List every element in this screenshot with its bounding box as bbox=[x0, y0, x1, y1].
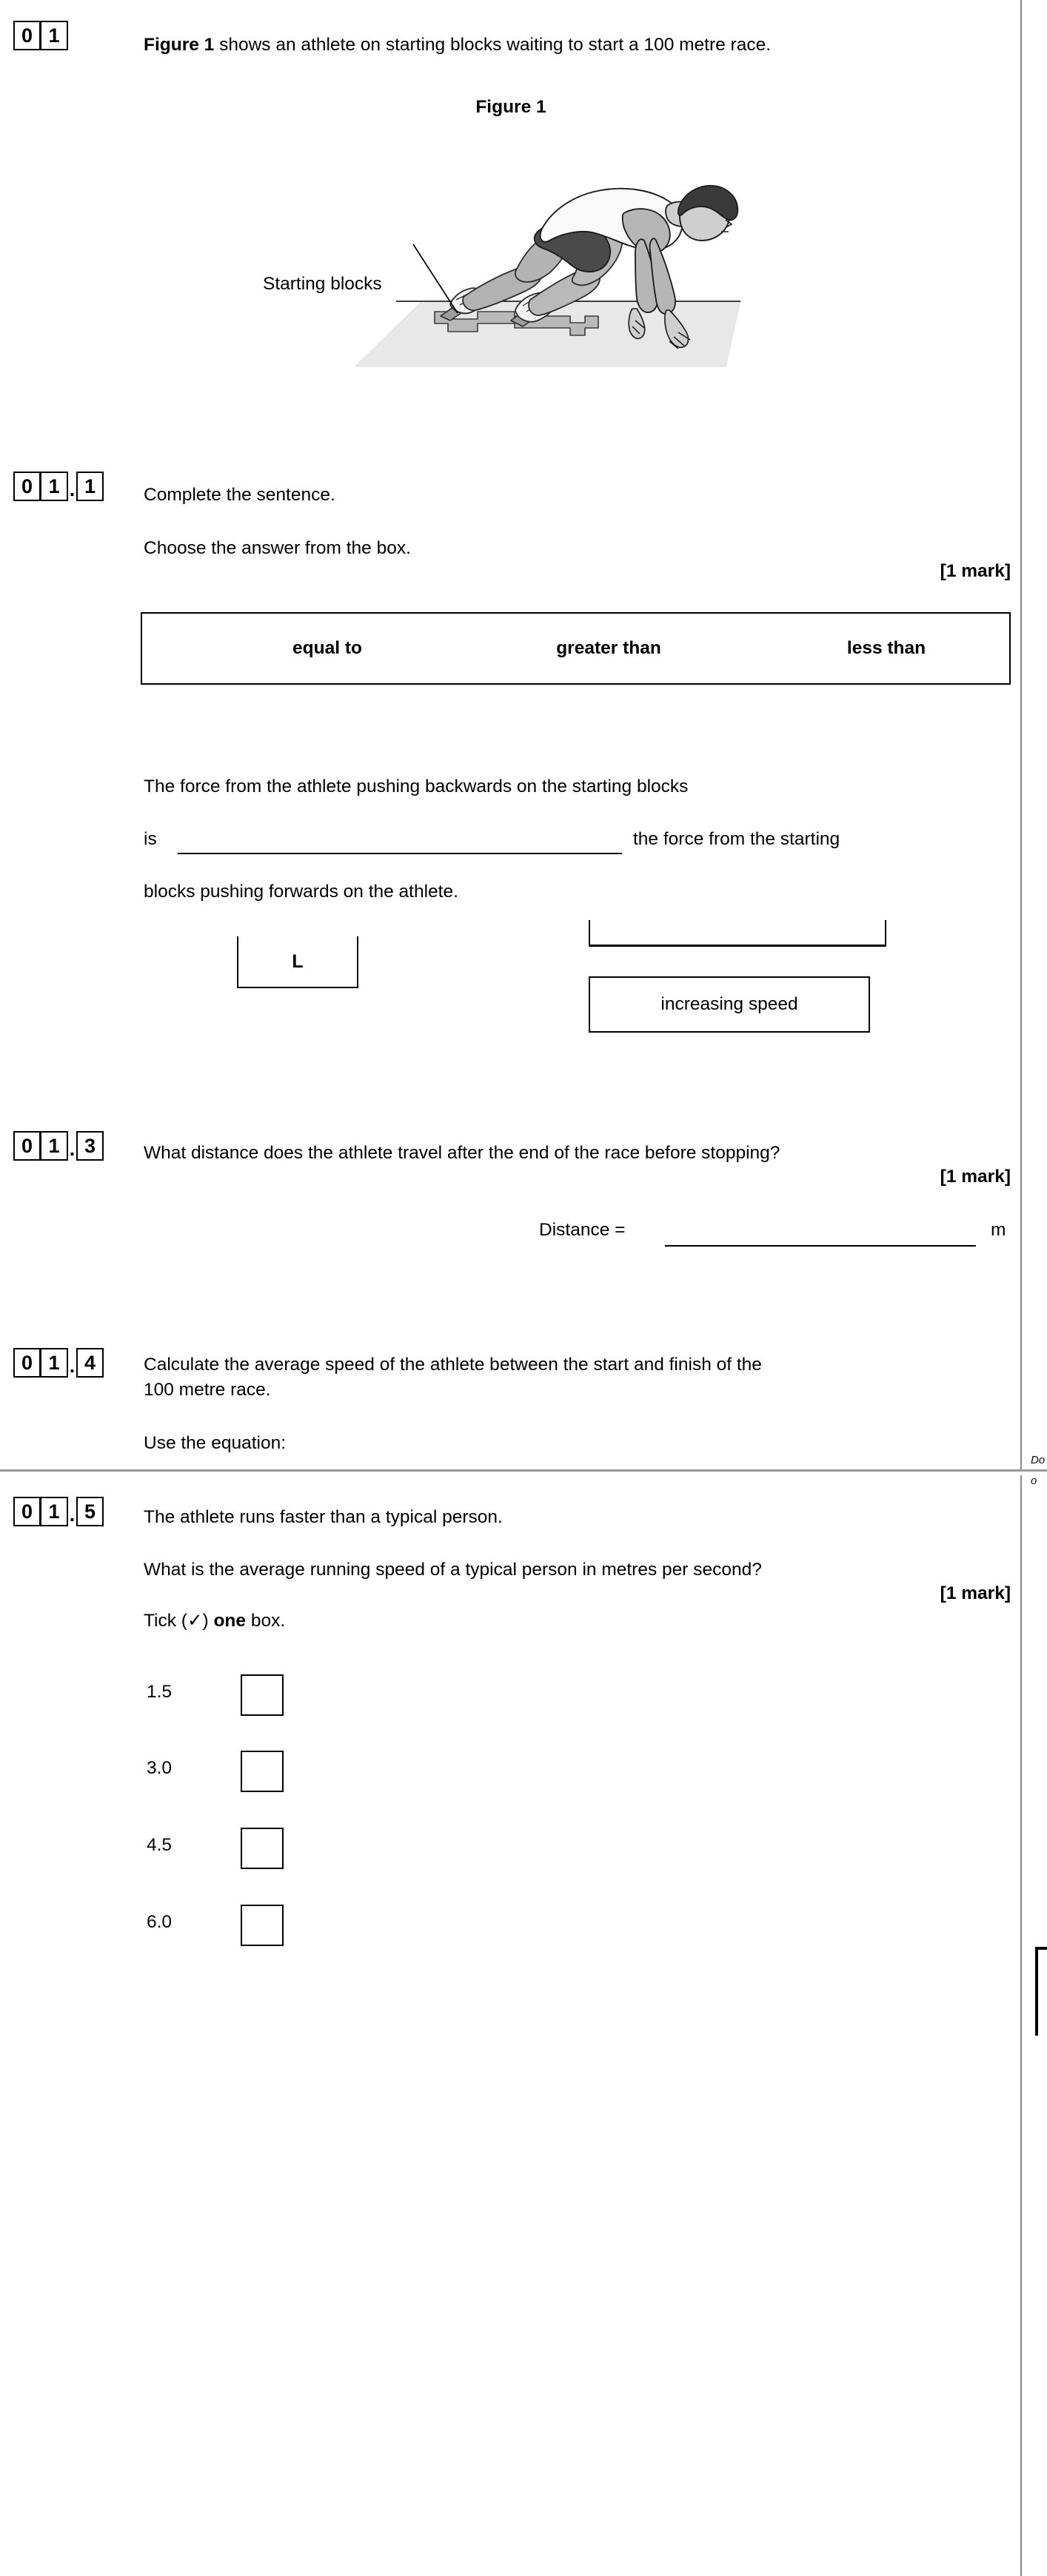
question-01-5-line-1: The athlete runs faster than a typical person. bbox=[144, 1507, 503, 1527]
tick-instruction-pre: Tick ( bbox=[144, 1611, 187, 1631]
qnum-sub-digit: 4 bbox=[76, 1348, 104, 1378]
option-less-than[interactable]: less than bbox=[846, 638, 926, 658]
tick-instruction bbox=[144, 1609, 285, 1634]
answer-options-box bbox=[141, 612, 1011, 685]
qnum-digit: 0 bbox=[13, 1131, 41, 1161]
tick-option-checkbox-2[interactable] bbox=[241, 1751, 284, 1792]
question-number-01-1 bbox=[13, 472, 104, 501]
question-number-01-4 bbox=[13, 1348, 104, 1378]
tick-option-checkbox-4[interactable] bbox=[241, 1905, 284, 1946]
qnum-sub-digit: 5 bbox=[76, 1497, 104, 1526]
qnum-digit: 1 bbox=[41, 1348, 68, 1378]
sentence-line-1: The force from the athlete pushing backwards on the starting blocks bbox=[144, 777, 689, 796]
question-01-3-text: What distance does the athlete travel after the end of the race before stopping? bbox=[144, 1143, 780, 1163]
question-01-1-instruction-1: Complete the sentence. bbox=[144, 485, 335, 505]
figure-1-illustration bbox=[326, 152, 785, 381]
option-equal-to[interactable]: equal to bbox=[292, 638, 362, 658]
option-greater-than[interactable]: greater than bbox=[556, 638, 661, 658]
margin-note-line-2: o bbox=[1031, 1475, 1037, 1487]
tick-instruction-bold: one bbox=[213, 1611, 247, 1631]
question-01-4-line-3: Use the equation: bbox=[144, 1433, 287, 1453]
question-01-4-line-2: 100 metre race. bbox=[144, 1380, 271, 1400]
qnum-dot: . bbox=[69, 1138, 76, 1160]
question-01-3-marks: [1 mark] bbox=[940, 1167, 1011, 1187]
page-margin-rule bbox=[1020, 0, 1022, 1471]
question-01-stem-rest: shows an athlete on starting blocks waiting to start a 100 metre race. bbox=[214, 35, 772, 55]
figure-1-caption: Figure 1 bbox=[475, 97, 546, 117]
tick-option-checkbox-1[interactable] bbox=[241, 1674, 284, 1716]
question-number-01-5 bbox=[13, 1497, 104, 1526]
question-01-1-instruction-2: Choose the answer from the box. bbox=[144, 538, 411, 558]
page-margin-rule-lower bbox=[1020, 1475, 1022, 2576]
qnum-dot: . bbox=[69, 1503, 76, 1526]
tick-option-label-2: 3.0 bbox=[147, 1758, 173, 1778]
tick-option-label-1: 1.5 bbox=[147, 1682, 173, 1702]
question-number-01-3 bbox=[13, 1131, 104, 1161]
question-01-4-line-1: Calculate the average speed of the athlete between the start and finish of the bbox=[144, 1355, 762, 1375]
check-mark-icon: ✓ bbox=[187, 1611, 203, 1631]
distance-answer-line[interactable] bbox=[665, 1245, 976, 1247]
tick-option-label-4: 6.0 bbox=[147, 1912, 173, 1932]
sentence-blank-line[interactable] bbox=[178, 853, 622, 854]
fragment-box-l-label: L bbox=[292, 950, 304, 972]
qnum-digit: 1 bbox=[41, 1131, 68, 1161]
starting-blocks-label: Starting blocks bbox=[263, 274, 382, 294]
tick-option-label-3: 4.5 bbox=[147, 1835, 173, 1855]
qnum-sub-digit: 1 bbox=[76, 472, 104, 501]
figure-reference: Figure 1 bbox=[144, 35, 215, 55]
fragment-box-l[interactable] bbox=[237, 936, 358, 988]
qnum-digit: 0 bbox=[13, 21, 41, 50]
qnum-digit: 0 bbox=[13, 1497, 41, 1526]
qnum-digit: 1 bbox=[41, 21, 68, 50]
increasing-speed-box[interactable] bbox=[589, 976, 870, 1033]
qnum-digit: 1 bbox=[41, 1497, 68, 1526]
qnum-digit: 0 bbox=[13, 1348, 41, 1378]
margin-note-line-1: Do bbox=[1031, 1454, 1046, 1466]
qnum-dot: . bbox=[69, 1355, 76, 1377]
question-01-stem bbox=[144, 33, 1003, 58]
sentence-line-2-post: the force from the starting bbox=[633, 829, 840, 849]
tick-instruction-mid: ) bbox=[202, 1611, 214, 1631]
qnum-sub-digit: 3 bbox=[76, 1131, 104, 1161]
distance-answer-unit: m bbox=[991, 1220, 1006, 1240]
tick-option-checkbox-3[interactable] bbox=[241, 1828, 284, 1869]
question-01-1-marks: [1 mark] bbox=[940, 561, 1011, 581]
distance-answer-label: Distance = bbox=[539, 1220, 626, 1240]
increasing-speed-label: increasing speed bbox=[660, 994, 798, 1014]
question-number-01 bbox=[13, 21, 68, 50]
tick-instruction-post: box. bbox=[246, 1611, 286, 1631]
clipped-box-above bbox=[589, 920, 886, 947]
question-01-5-marks: [1 mark] bbox=[940, 1583, 1011, 1603]
question-01-5-line-2: What is the average running speed of a typical person in metres per second? bbox=[144, 1560, 762, 1580]
qnum-dot: . bbox=[69, 478, 76, 500]
sentence-line-2-pre: is bbox=[144, 829, 157, 849]
sentence-line-3: blocks pushing forwards on the athlete. bbox=[144, 882, 458, 902]
marks-total-box-corner bbox=[1035, 1947, 1047, 2036]
qnum-digit: 1 bbox=[41, 472, 68, 501]
page-break-divider bbox=[0, 1469, 1047, 1472]
qnum-digit: 0 bbox=[13, 472, 41, 501]
